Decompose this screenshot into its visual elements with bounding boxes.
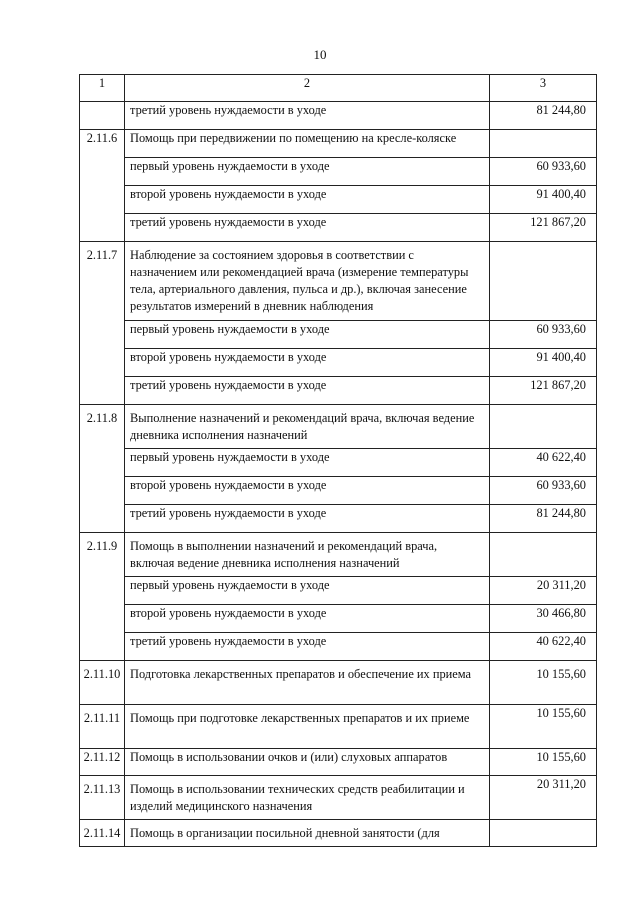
- table-row: [80, 477, 597, 505]
- section-number: 2.11.14: [80, 820, 125, 847]
- section-title: Помощь при передвижении по помещению на кресле-коляске: [125, 130, 490, 158]
- row-value: 81 244,80: [490, 505, 597, 533]
- row-value: 91 400,40: [490, 349, 597, 377]
- section-value: 10 155,60: [490, 705, 597, 749]
- section-title: Помощь в выполнении назначений и рекомендаций врача, включая ведение дневника исполнения назначений: [125, 533, 490, 577]
- row-label: второй уровень нуждаемости в уходе: [125, 349, 490, 377]
- row-value: 60 933,60: [490, 158, 597, 186]
- row-label: третий уровень нуждаемости в уходе: [125, 505, 490, 533]
- section-row: [80, 130, 597, 158]
- section-row: [80, 242, 597, 321]
- row-value: 121 867,20: [490, 214, 597, 242]
- header-col2: 2: [125, 75, 490, 102]
- section-title: Помощь в использовании очков и (или) слуховых аппаратов: [125, 749, 490, 776]
- section-row: [80, 749, 597, 776]
- section-row: [80, 705, 597, 749]
- section-title: Выполнение назначений и рекомендаций врача, включая ведение дневника исполнения назначений: [125, 405, 490, 449]
- table-row: [80, 102, 597, 130]
- row-value: 81 244,80: [490, 102, 597, 130]
- section-value: 10 155,60: [490, 749, 597, 776]
- section-row: [80, 820, 597, 847]
- table-header-row: [80, 75, 597, 102]
- row-label: третий уровень нуждаемости в уходе: [125, 633, 490, 661]
- table-row: [80, 449, 597, 477]
- table-row: [80, 633, 597, 661]
- table-row: [80, 605, 597, 633]
- section-number: 2.11.6: [80, 130, 125, 158]
- row-value: 60 933,60: [490, 477, 597, 505]
- section-row: [80, 533, 597, 577]
- row-value: 91 400,40: [490, 186, 597, 214]
- table-row: [80, 505, 597, 533]
- row-label: первый уровень нуждаемости в уходе: [125, 321, 490, 349]
- section-number: 2.11.9: [80, 533, 125, 577]
- section-number: 2.11.12: [80, 749, 125, 776]
- row-value: 121 867,20: [490, 377, 597, 405]
- row-value: 20 311,20: [490, 577, 597, 605]
- section-value: 10 155,60: [490, 661, 597, 705]
- section-title: Подготовка лекарственных препаратов и обеспечение их приема: [125, 661, 490, 705]
- table-row: [80, 377, 597, 405]
- section-title: Помощь при подготовке лекарственных препаратов и их приеме: [125, 705, 490, 749]
- row-label: третий уровень нуждаемости в уходе: [125, 102, 490, 130]
- section-number: 2.11.10: [80, 661, 125, 705]
- table-row: [80, 158, 597, 186]
- row-label: второй уровень нуждаемости в уходе: [125, 477, 490, 505]
- section-title: Помощь в организации посильной дневной занятости (для: [125, 820, 490, 847]
- row-label: третий уровень нуждаемости в уходе: [125, 214, 490, 242]
- row-value: 60 933,60: [490, 321, 597, 349]
- row-label: первый уровень нуждаемости в уходе: [125, 577, 490, 605]
- table-row: [80, 577, 597, 605]
- table-row: [80, 186, 597, 214]
- header-col1: 1: [80, 75, 125, 102]
- row-label: первый уровень нуждаемости в уходе: [125, 449, 490, 477]
- row-value: 30 466,80: [490, 605, 597, 633]
- section-row: [80, 405, 597, 449]
- section-number: 2.11.11: [80, 705, 125, 749]
- row-label: первый уровень нуждаемости в уходе: [125, 158, 490, 186]
- table-row: [80, 349, 597, 377]
- section-title: Помощь в использовании технических средств реабилитации и изделий медицинского назначения: [125, 776, 490, 820]
- header-col3: 3: [490, 75, 597, 102]
- row-label: третий уровень нуждаемости в уходе: [125, 377, 490, 405]
- table-row: [80, 321, 597, 349]
- section-row: [80, 661, 597, 705]
- row-value: 40 622,40: [490, 633, 597, 661]
- section-title: Наблюдение за состоянием здоровья в соответствии с назначением или рекомендацией врача (измерение температуры тела, артериального давления, пульса и др.), включая занесение результатов измерений в дневник наблюдения: [125, 242, 490, 321]
- section-number: 2.11.7: [80, 242, 125, 321]
- tariff-table: [79, 74, 597, 847]
- row-label: второй уровень нуждаемости в уходе: [125, 605, 490, 633]
- section-number: 2.11.8: [80, 405, 125, 449]
- row-label: второй уровень нуждаемости в уходе: [125, 186, 490, 214]
- table-row: [80, 214, 597, 242]
- section-row: [80, 776, 597, 820]
- section-value: 20 311,20: [490, 776, 597, 820]
- page-number: 10: [313, 47, 327, 62]
- section-number: 2.11.13: [80, 776, 125, 820]
- row-value: 40 622,40: [490, 449, 597, 477]
